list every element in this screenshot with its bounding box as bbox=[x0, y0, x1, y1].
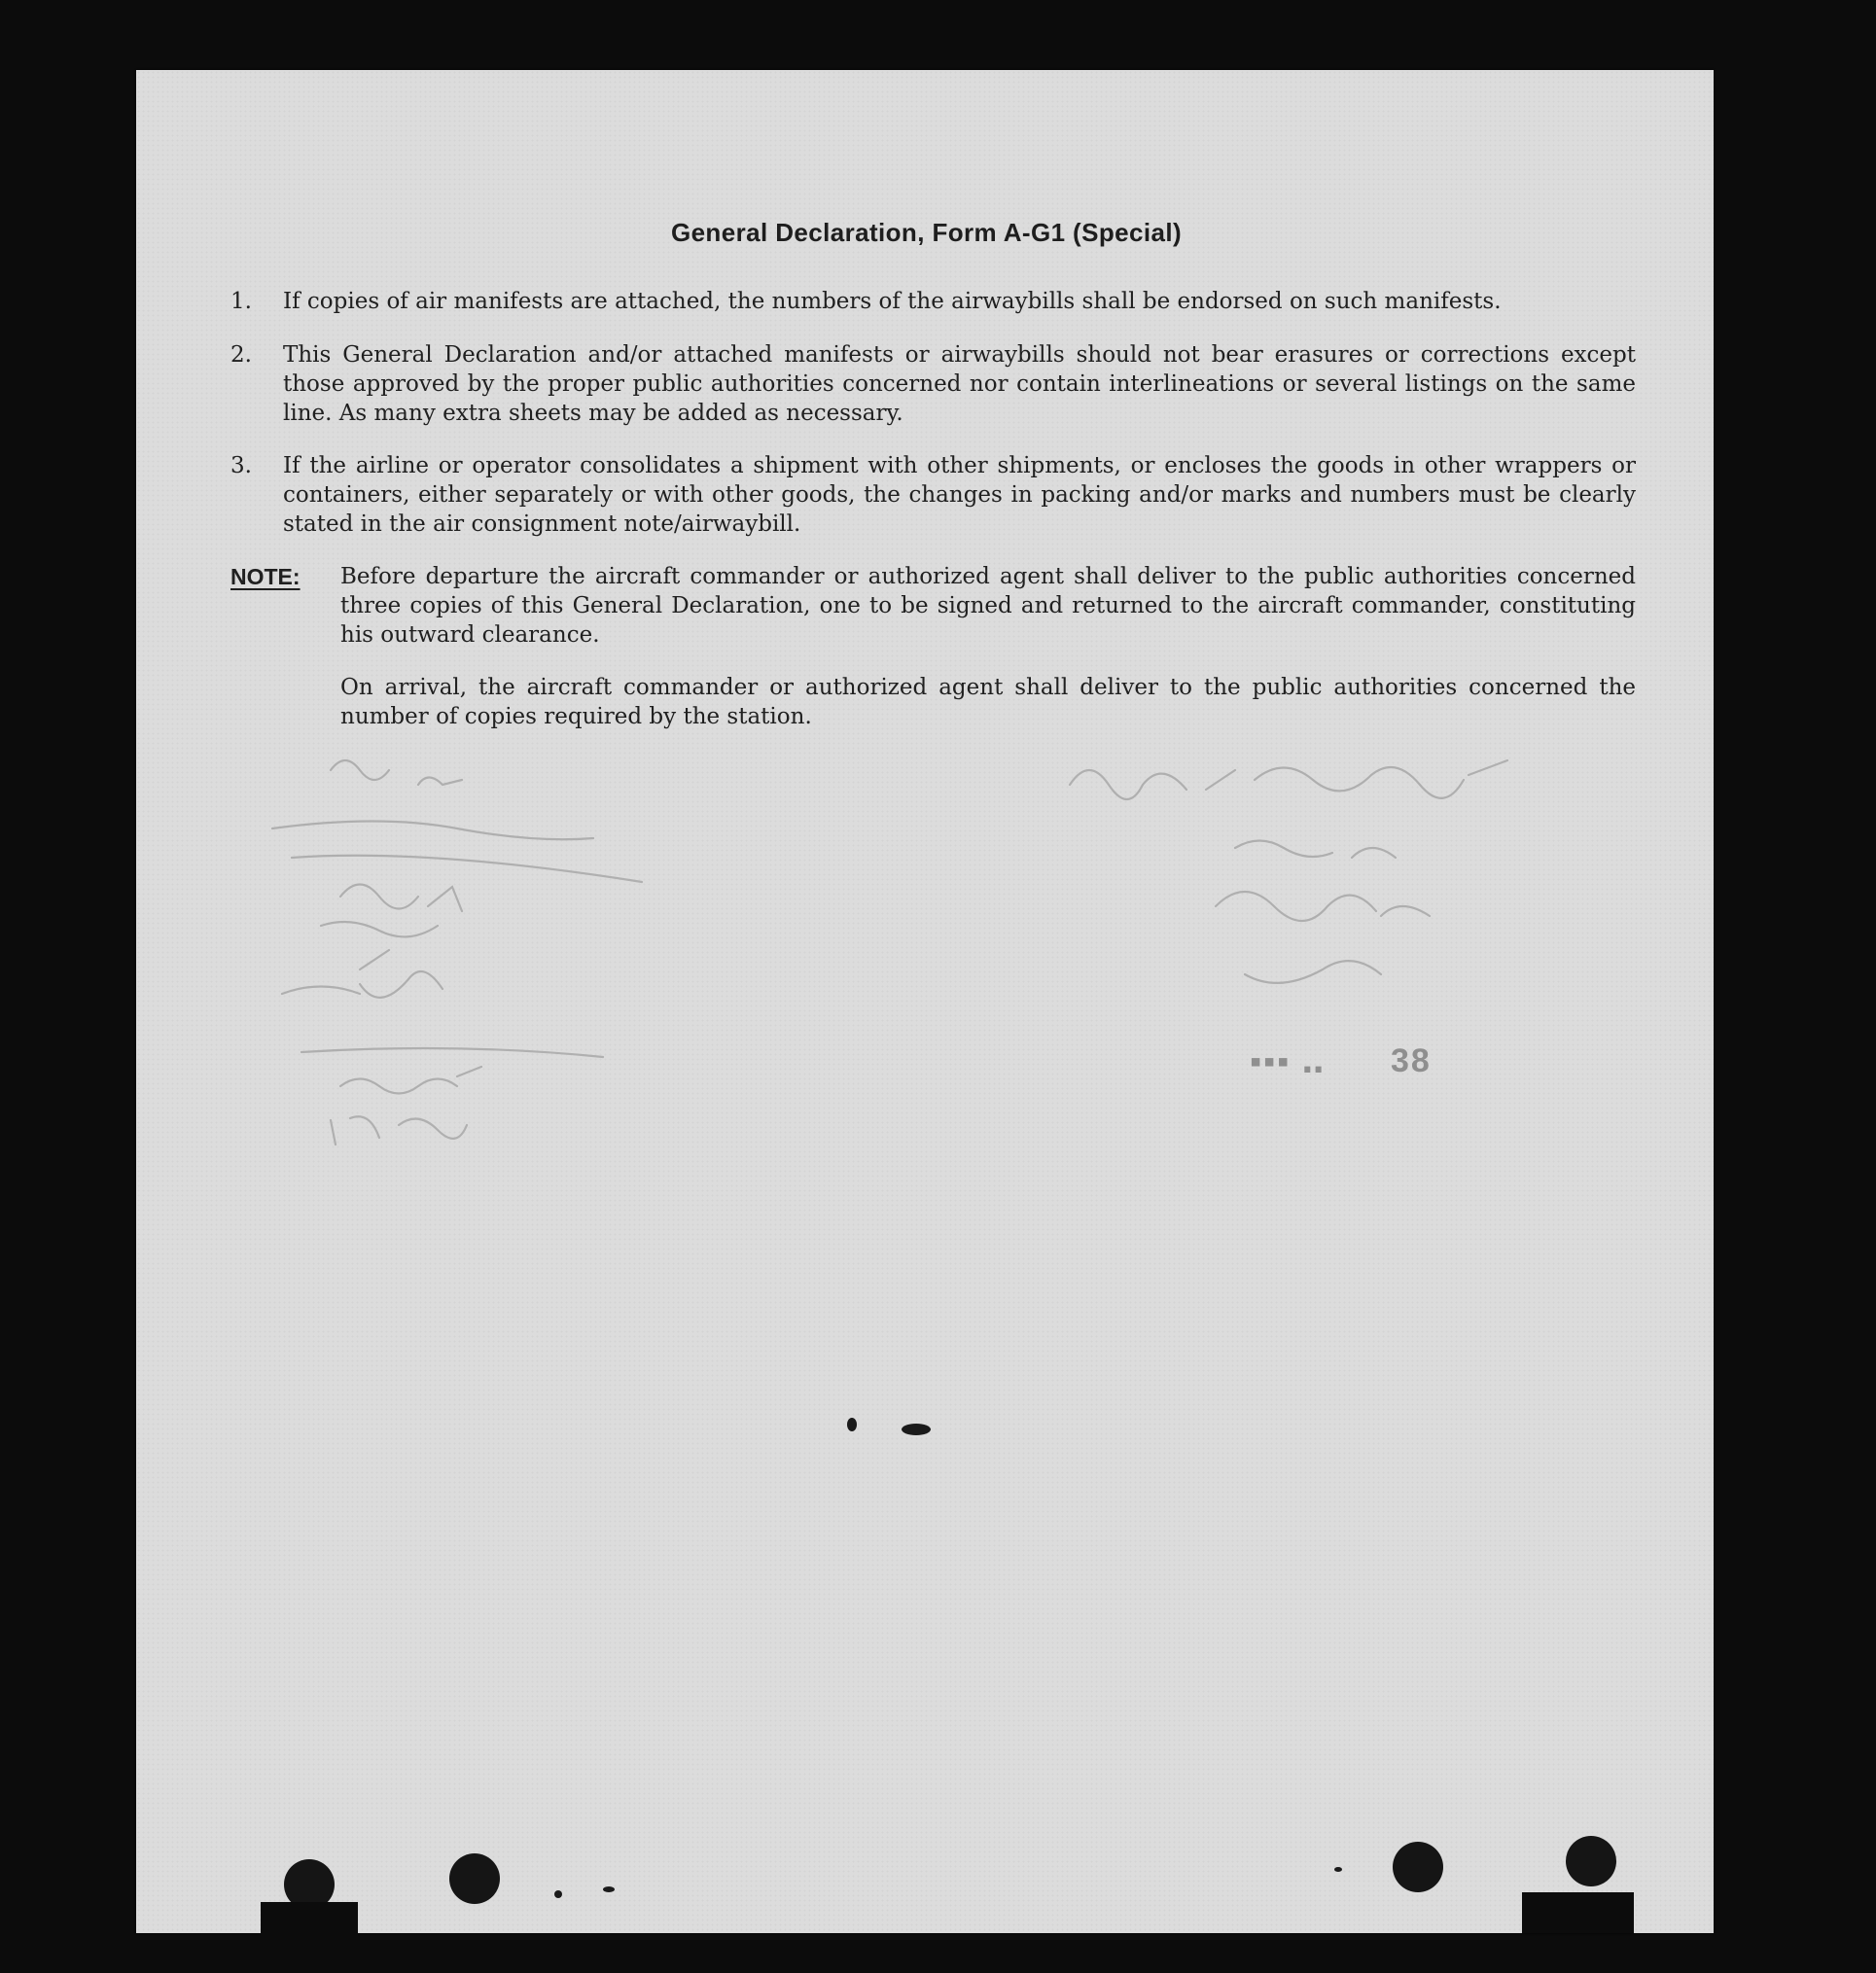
document-page bbox=[136, 70, 1714, 1933]
note-label: NOTE: bbox=[230, 564, 301, 589]
note-second-paragraph: On arrival, the aircraft commander or authorized agent shall deliver to the public authorities concerned the number of copies required by the station. bbox=[340, 675, 1636, 729]
punch-hole bbox=[1566, 1836, 1616, 1886]
ink-speck bbox=[603, 1886, 615, 1892]
faint-stamp-mark: ▪▪▪ ‥ bbox=[1250, 1043, 1327, 1080]
item-number: 1. bbox=[230, 289, 252, 314]
document-title: General Declaration, Form A-G1 (Special) bbox=[670, 218, 1183, 247]
torn-edge-tab bbox=[261, 1902, 358, 1943]
ink-speck bbox=[847, 1418, 857, 1431]
item-number: 2. bbox=[230, 342, 252, 368]
torn-edge-tab bbox=[1522, 1892, 1634, 1933]
punch-hole bbox=[1393, 1842, 1443, 1892]
punch-hole bbox=[449, 1853, 500, 1904]
item-text: If copies of air manifests are attached, the numbers of the airwaybills shall be endorsed on such manifests. bbox=[283, 289, 1502, 314]
ink-speck bbox=[1334, 1867, 1342, 1872]
faint-stamp-number: 38 bbox=[1391, 1042, 1432, 1079]
bleed-through-handwriting bbox=[136, 70, 1714, 1933]
item-number: 3. bbox=[230, 453, 252, 478]
ink-speck bbox=[902, 1424, 931, 1435]
note-text: Before departure the aircraft commander or authorized agent shall deliver to the public authorities concerned three copies of this General Declaration, one to be signed and returned to the aircraft commander, constituting his outward clearance. bbox=[340, 564, 1636, 648]
item-text: If the airline or operator consolidates a shipment with other shipments, or encloses the goods in other wrappers or containers, either separately or with other goods, the changes in packing and/or marks and numbers must be clearly stated in the air consignment note/airwaybill. bbox=[283, 453, 1636, 537]
item-text: This General Declaration and/or attached manifests or airwaybills should not bear erasures or corrections except those approved by the proper public authorities concerned nor contain interlineations or several listings on the same line. As many extra sheets may be added as necessary. bbox=[283, 342, 1636, 426]
ink-speck bbox=[554, 1890, 562, 1898]
